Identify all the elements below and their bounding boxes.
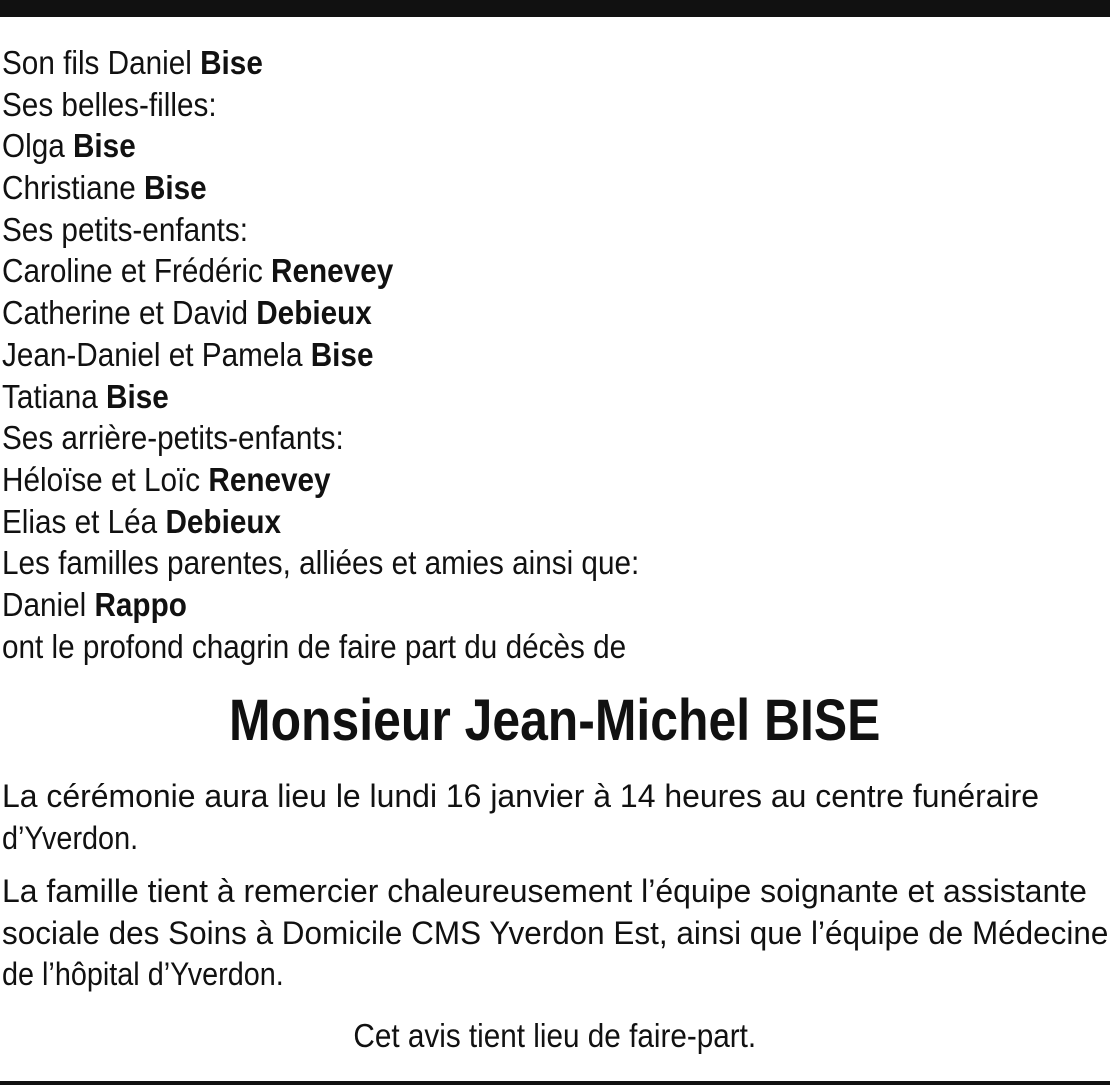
- deceased-name: Monsieur Jean-Michel BISE: [229, 688, 881, 753]
- ceremony-line: d’Yverdon.: [2, 819, 139, 856]
- family-list: [2, 42, 1102, 667]
- family-line: Jean-Daniel et Pamela Bise: [2, 335, 374, 373]
- family-line: Elias et Léa Debieux: [2, 502, 281, 540]
- top-rule: [0, 0, 1110, 17]
- family-line: Christiane Bise: [2, 169, 207, 207]
- bottom-rule: [0, 1081, 1110, 1085]
- ceremony-paragraph: [2, 776, 1110, 859]
- family-line: Catherine et David Debieux: [2, 294, 372, 332]
- thanks-paragraph: [2, 871, 1110, 996]
- family-line: Olga Bise: [2, 127, 136, 165]
- ceremony-line: La cérémonie aura lieu le lundi 16 janvier à 14 heures au centre funéraire: [2, 778, 1039, 814]
- thanks-line: La famille tient à remercier chaleureusement l’équipe soignante et assistante: [2, 873, 1087, 909]
- family-line: Les familles parentes, alliées et amies ainsi que:: [2, 544, 640, 582]
- family-line: Ses arrière-petits-enfants:: [2, 419, 344, 457]
- family-line: Son fils Daniel Bise: [2, 44, 263, 81]
- thanks-line: sociale des Soins à Domicile CMS Yverdon Est, ainsi que l’équipe de Médecine: [2, 914, 1109, 951]
- family-line: Tatiana Bise: [2, 377, 169, 415]
- family-line: ont le profond chagrin de faire part du décès de: [2, 627, 627, 665]
- family-line: Ses belles-filles:: [2, 85, 217, 123]
- thanks-line: de l’hôpital d’Yverdon.: [2, 956, 284, 992]
- family-line: Caroline et Frédéric Renevey: [2, 252, 394, 290]
- footer-note: Cet avis tient lieu de faire-part.: [353, 1017, 757, 1054]
- family-line: Daniel Rappo: [2, 585, 187, 623]
- family-line: Ses petits-enfants:: [2, 210, 248, 248]
- family-line: Héloïse et Loïc Renevey: [2, 460, 331, 498]
